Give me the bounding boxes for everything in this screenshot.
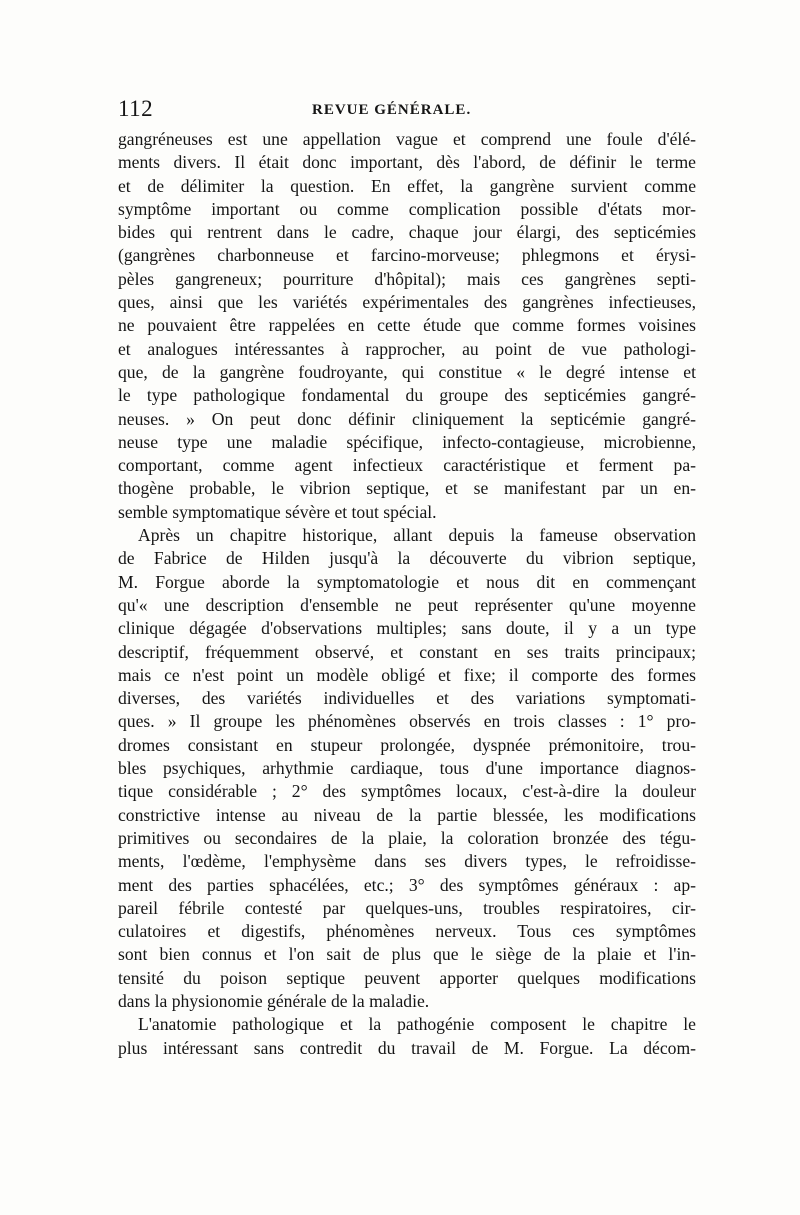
body-text [118, 128, 696, 1060]
text-line: le type pathologique fondamental du groupe des septicémies gangré- [118, 385, 696, 406]
text-line: que, de la gangrène foudroyante, qui constitue « le degré intense et [118, 361, 696, 382]
text-line: bles psychiques, arhythmie cardiaque, tous d'une importance diagnos- [118, 758, 696, 779]
paragraph-end-line: semble symptomatique sévère et tout spécial. [118, 501, 437, 522]
text-line: clinique dégagée d'observations multiples; sans doute, il y a un type [118, 618, 696, 639]
text-line: dromes consistant en stupeur prolongée, dyspnée prémonitoire, trou- [118, 734, 696, 755]
text-line: neuses. » On peut donc définir cliniquement la septicémie gangré- [118, 408, 696, 429]
text-line: culatoires et digestifs, phénomènes nerveux. Tous ces symptômes [118, 921, 696, 942]
text-line: ques. » Il groupe les phénomènes observés en trois classes : 1° pro- [118, 711, 696, 732]
text-line: symptôme important ou comme complication possible d'états mor- [118, 198, 696, 219]
page-header [118, 96, 698, 126]
text-line: qu'« une description d'ensemble ne peut représenter qu'une moyenne [118, 594, 696, 615]
text-line: plus intéressant sans contredit du travail de M. Forgue. La décom- [118, 1037, 696, 1058]
text-line: ments divers. Il était donc important, dès l'abord, de définir le terme [118, 152, 696, 173]
paragraph-end-line: dans la physionomie générale de la maladie. [118, 990, 430, 1011]
text-line: ments, l'œdème, l'emphysème dans ses divers types, le refroidisse- [118, 851, 696, 872]
text-line: comportant, comme agent infectieux caractéristique et ferment pa- [118, 455, 696, 476]
text-line: tensité du poison septique peuvent apporter quelques modifications [118, 967, 696, 988]
paragraph-start-line: Après un chapitre historique, allant depuis la fameuse observation [138, 525, 696, 546]
text-line: pareil fébrile contesté par quelques-uns, troubles respiratoires, cir- [118, 897, 696, 918]
text-line: thogène probable, le vibrion septique, et se manifestant par un en- [118, 478, 696, 499]
text-line: sont bien connus et l'on sait de plus que le siège de la plaie et l'in- [118, 944, 696, 965]
paragraph-start-line: L'anatomie pathologique et la pathogénie composent le chapitre le [138, 1014, 696, 1035]
text-line: neuse type une maladie spécifique, infecto-contagieuse, microbienne, [118, 431, 696, 452]
text-line: (gangrènes charbonneuse et farcino-morveuse; phlegmons et érysi- [118, 245, 696, 266]
text-line: tique considérable ; 2° des symptômes locaux, c'est-à-dire la douleur [118, 781, 696, 802]
text-line: ment des parties sphacélées, etc.; 3° des symptômes généraux : ap- [118, 874, 696, 895]
text-line: et analogues intéressantes à rapprocher, au point de vue pathologi- [118, 338, 696, 359]
text-line: ques, ainsi que les variétés expérimentales des gangrènes infectieuses, [118, 292, 696, 313]
text-line: diverses, des variétés individuelles et des variations symptomati- [118, 688, 696, 709]
text-line: bides qui rentrent dans le cadre, chaque jour élargi, des septicémies [118, 222, 696, 243]
text-line: gangréneuses est une appellation vague et comprend une foule d'élé- [118, 129, 696, 149]
text-line: et de délimiter la question. En effet, la gangrène survient comme [118, 175, 696, 196]
text-line: mais ce n'est point un modèle obligé et fixe; il comporte des formes [118, 664, 696, 685]
text-line: constrictive intense au niveau de la partie blessée, les modifications [118, 804, 696, 825]
running-head: REVUE GÉNÉRALE. [312, 102, 472, 118]
text-line: descriptif, fréquemment observé, et constant en ses traits principaux; [118, 641, 696, 662]
text-line: pèles gangreneux; pourriture d'hôpital); mais ces gangrènes septi- [118, 268, 696, 289]
text-line: de Fabrice de Hilden jusqu'à la découverte du vibrion septique, [118, 548, 696, 569]
text-line: M. Forgue aborde la symptomatologie et nous dit en commençant [118, 571, 696, 592]
page-number: 112 [118, 96, 154, 121]
text-line: primitives ou secondaires de la plaie, la coloration bronzée des tégu- [118, 827, 696, 848]
text-line: ne pouvaient être rappelées en cette étude que comme formes voisines [118, 315, 696, 336]
